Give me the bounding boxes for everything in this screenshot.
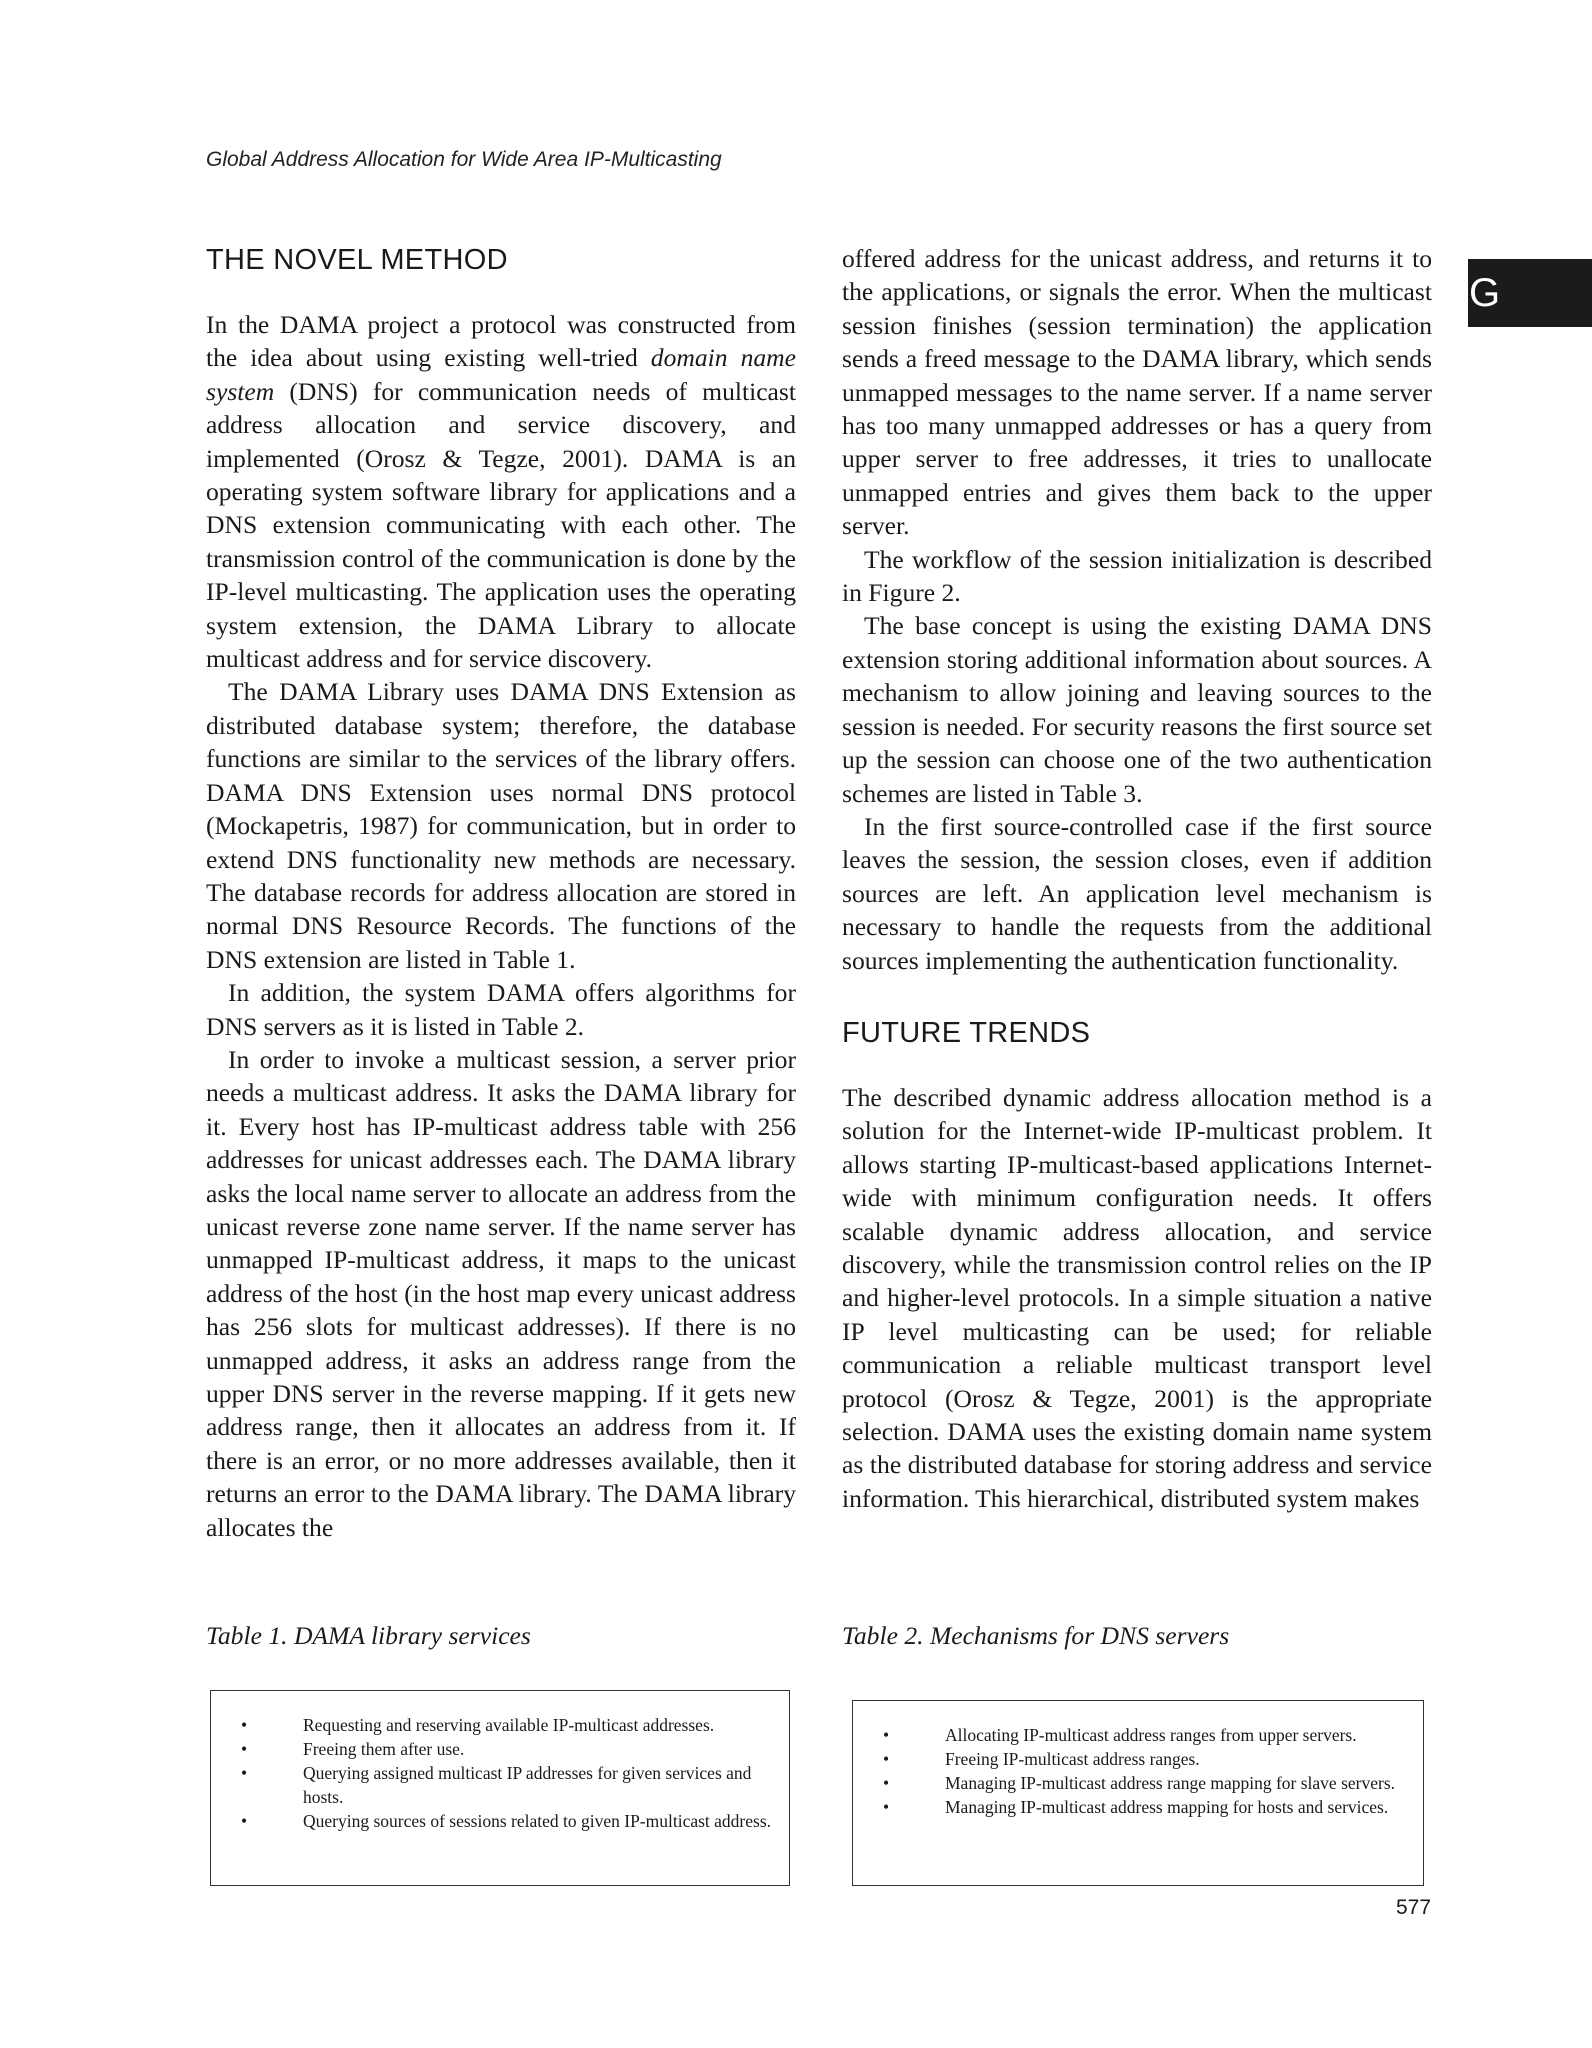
running-head: Global Address Allocation for Wide Area IP-Multicasting [206, 148, 722, 171]
table1-item: • Querying assigned multicast IP addresses for given services and hosts. [211, 1761, 785, 1809]
table2-list [853, 1723, 1421, 1819]
table2-item: • Freeing IP-multicast address ranges. [853, 1747, 1421, 1771]
paragraph: In addition, the system DAMA offers algorithms for DNS servers as it is listed in Table 2. [206, 978, 796, 1041]
table2-box [852, 1700, 1424, 1886]
paragraph: The workflow of the session initialization is described in Figure 2. [842, 544, 1432, 608]
section-tab-marker: G [1468, 259, 1592, 327]
table2-item: • Managing IP-multicast address range mapping for slave servers. [853, 1771, 1421, 1795]
table2-item: • Managing IP-multicast address mapping for hosts and services. [853, 1795, 1421, 1819]
section-heading-novel-method: THE NOVEL METHOD [206, 244, 508, 276]
table1-item: • Querying sources of sessions related to given IP-multicast address. [211, 1809, 785, 1833]
table1-caption: Table 1. DAMA library services [206, 1621, 531, 1650]
table2-item: • Allocating IP-multicast address ranges from upper servers. [853, 1723, 1421, 1747]
table1-box [210, 1690, 790, 1886]
page-number: 577 [1396, 1896, 1432, 1919]
right-column [842, 242, 1432, 1515]
paragraph [206, 308, 796, 675]
paragraph-text: In the DAMA project a protocol was constructed from the idea about using existing well-tried [206, 310, 796, 373]
paragraph: The base concept is using the existing DAMA DNS extension storing additional information about sources. A mechanism to allow joining and leaving sources to the session is needed. For security reasons the first source set up the session can choose one of the two authentication schemes are listed in Table 3. [842, 611, 1432, 808]
paragraph-text: (DNS) for communication needs of multicast address allocation and service discovery, and implemented (Orosz & Tegze, 2001). DAMA is an operating system software library for applications and a DNS extension communicating with each other. The transmission control of the communication is done by the IP-level multicasting. The application uses the operating system extension, the DAMA Library to allocate multicast address and for service discovery. [206, 376, 796, 674]
section-heading-future-trends: FUTURE TRENDS [842, 1016, 1091, 1049]
paragraph: offered address for the unicast address, and returns it to the applications, or signals the error. When the multicast session finishes (session termination) the application sends a freed message to the DAMA library, which sends unmapped messages to the name server. If a name server has too many unmapped addresses or has a query from upper server to free addresses, it tries to unallocate unmapped entries and gives them back to the upper server. [842, 244, 1432, 541]
paragraph: In order to invoke a multicast session, a server prior needs a multicast address. It asks the DAMA library for it. Every host has IP-multicast address table with 256 addresses for unicast addresses each. The DAMA library asks the local name server to allocate an address from the unicast reverse zone name server. If the name server has unmapped IP-multicast address, it maps to the unicast address of the host (in the host map every unicast address has 256 slots for multicast addresses). If there is no unmapped address, it asks an address range from the upper DNS server in the reverse mapping. If it gets new address range, then it allocates an address from it. If there is an error, or no more addresses available, then it returns an error to the DAMA library. The DAMA library allocates the [206, 1044, 796, 1542]
paragraph: The described dynamic address allocation method is a solution for the Internet-wide IP-multicast problem. It allows starting IP-multicast-based applications Internet-wide with minimum configuration needs. It offers scalable dynamic address allocation, and service discovery, while the transmission control relies on the IP and higher-level protocols. In a simple situation a native IP level multicasting can be used; for reliable communication a reliable multicast transport level protocol (Orosz & Tegze, 2001) is the appropriate selection. DAMA uses the existing domain name system as the distributed database for storing address and service information. This hierarchical, distributed system makes [842, 1082, 1432, 1513]
table1-item: • Freeing them after use. [211, 1737, 785, 1761]
paragraph: In the first source-controlled case if the first source leaves the session, the session closes, even if addition sources are left. An application level mechanism is necessary to handle the requests from the additional sources implementing the authentication functionality. [842, 811, 1432, 975]
left-column [206, 242, 796, 1544]
emphasized-term: domain name system [206, 343, 797, 406]
table1-list [211, 1713, 785, 1833]
table2-caption: Table 2. Mechanisms for DNS servers [842, 1621, 1230, 1650]
paragraph: The DAMA Library uses DAMA DNS Extension as distributed database system; therefore, the database functions are similar to the services of the library offers. DAMA DNS Extension uses normal DNS protocol (Mockapetris, 1987) for communication, but in order to extend DNS functionality new methods are necessary. The database records for address allocation are stored in normal DNS Resource Records. The functions of the DNS extension are listed in Table 1. [206, 677, 796, 974]
table1-item: • Requesting and reserving available IP-multicast addresses. [211, 1713, 785, 1737]
